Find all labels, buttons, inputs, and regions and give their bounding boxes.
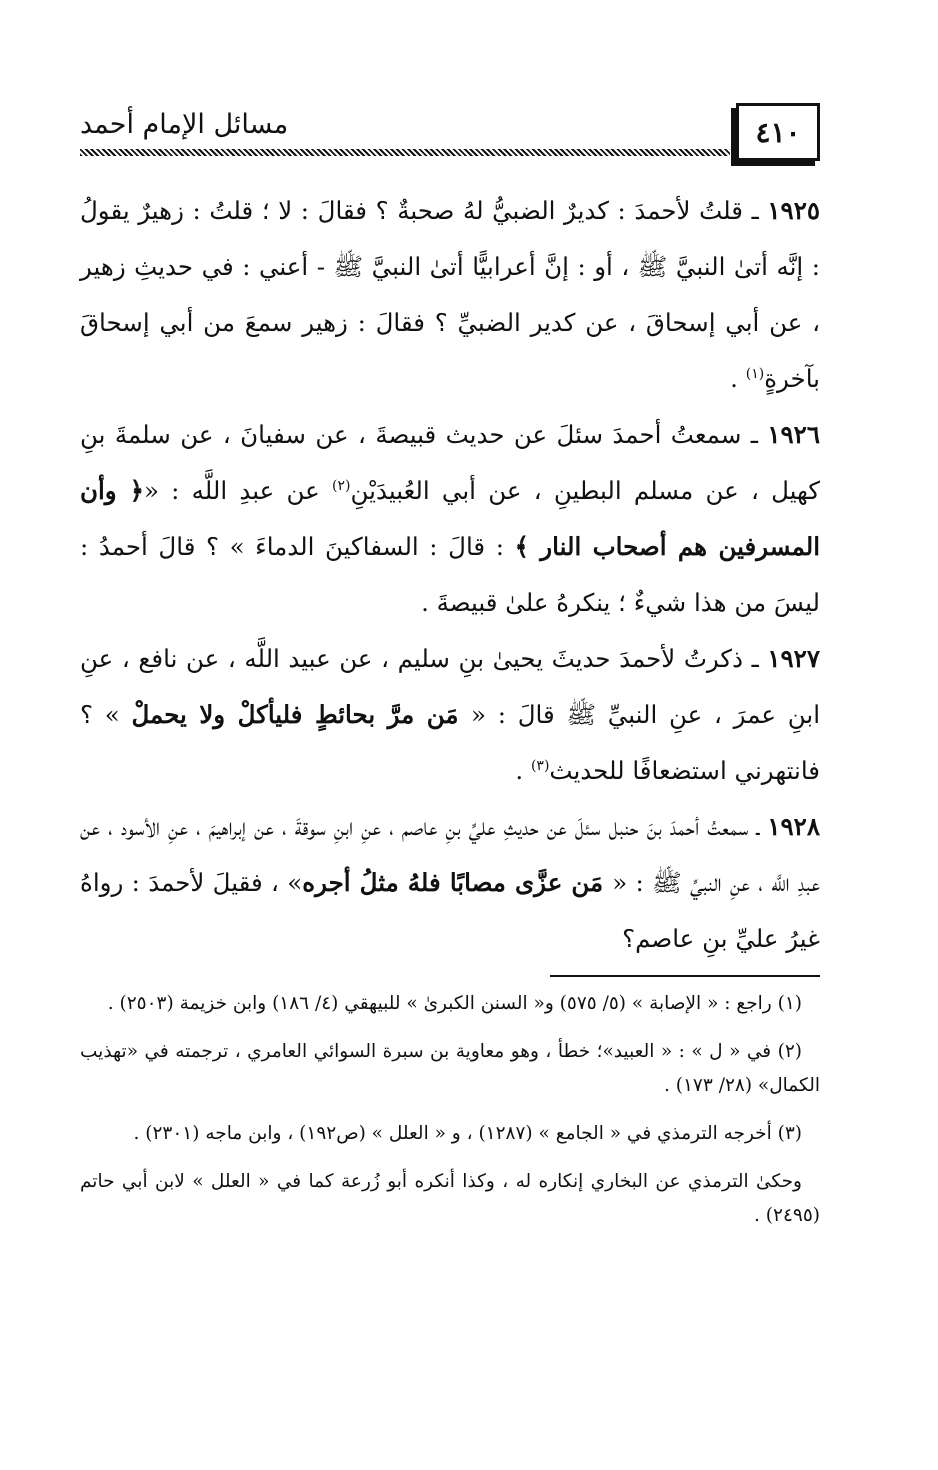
footnote-separator	[550, 975, 820, 977]
footnotes	[80, 987, 820, 1233]
page-header	[80, 95, 820, 163]
paragraph-1926	[80, 407, 820, 631]
paragraph-text: ـ سمعتُ أحمدَ سئلَ عن حديث قبيصةَ ، عن سفيانَ ، عن سلمةَ بنِ كهيل ، عن مسلم البطينِ ، عن أبي العُبيدَيْنِ	[80, 420, 821, 505]
footnote-ref: (١)	[745, 365, 765, 382]
header-rule	[80, 149, 730, 156]
book-page	[80, 95, 820, 1247]
hadith-quote: مَن مرَّ بحائطٍ فليأكلْ ولا يحملْ	[131, 700, 472, 729]
running-title: مسائل الإمام أحمد	[80, 109, 289, 140]
quran-quote: ﴿ وأن المسرفين هم أصحاب النار ﴾	[80, 476, 821, 561]
footnote-3: (٣) أخرجه الترمذي في « الجامع » (١٢٨٧) ، و « العلل » (ص١٩٢) ، وابن ماجه (٢٣٠١) .	[133, 1123, 802, 1144]
paragraph-1927	[80, 631, 820, 799]
paragraph-end: .	[515, 756, 531, 785]
footnote-3-continuation: وحكىٰ الترمذي عن البخاري إنكاره له ، وكذا أنكره أبو زُرعة كما في « العلل » لابن أبي حاتم (٢٤٩٥) .	[80, 1171, 820, 1226]
issue-number: ١٩٢٦	[767, 420, 820, 449]
paragraph-text: : قالَ : السفاكينَ الدماءَ » ؟ قالَ أحمدُ : ليسَ من هذا شيءٌ ؛ ينكرهُ علىٰ قبيصةَ .	[80, 532, 820, 617]
paragraph-text: ـ سمعتُ أحمدَ بنَ حنبل سئلَ عن حديثِ عليِّ بنِ عاصم ، عنِ ابنِ سوقةَ ، عن إبراهيمَ ، عنِ الأسود ، عن عبدِ اللَّه ، عنِ النبيِّ ﷺ : «	[80, 812, 820, 897]
main-text	[80, 183, 820, 967]
issue-number: ١٩٢٥	[767, 196, 821, 225]
issue-number: ١٩٢٨	[767, 812, 820, 841]
paragraph-1925	[80, 183, 820, 407]
paragraph-1928	[80, 799, 820, 967]
hadith-quote: مَن عزَّى مصابًا فلهُ مثلُ أجره	[302, 868, 613, 897]
paragraph-text: » ؟ فانتهرني استضعافًا للحديث	[80, 700, 820, 785]
page-number-box	[736, 103, 820, 161]
footnote-ref: (٣)	[530, 757, 550, 774]
paragraph-text: ـ قلتُ لأحمدَ : كديرٌ الضبيُّ لهُ صحبةٌ ؟ فقالَ : لا ؛ قلتُ : زهيرٌ يقولُ : إنَّه أتىٰ النبيَّ ﷺ ، أو : إنَّ أعرابيًّا أتىٰ النبيَّ ﷺ - أعني : في حديثِ زهير ، عن أبي إسحاقَ ، عن كدير الضبيِّ ؟ فقالَ : زهير سمعَ من أبي إسحاقَ بآخرةٍ	[80, 196, 821, 393]
paragraph-text: » ، فقيلَ لأحمدَ : رواهُ غيرُ عليِّ بنِ عاصم؟	[80, 868, 820, 953]
issue-number: ١٩٢٧	[767, 644, 820, 673]
footnote-ref: (٢)	[332, 477, 351, 494]
paragraph-text: ـ ذكرتُ لأحمدَ حديثَ يحيىٰ بنِ سليم ، عن عبيد اللَّه ، عن نافع ، عنِ ابنِ عمرَ ، عنِ النبيِّ ﷺ قالَ : «	[80, 644, 820, 729]
footnote-1: (١) راجع : « الإصابة » (٥/ ٥٧٥) و« السنن الكبرىٰ » للبيهقي (٤/ ١٨٦) وابن خزيمة (٢٥٠٣) .	[107, 993, 802, 1014]
paragraph-end: .	[730, 364, 746, 393]
page-number: ٤١٠	[755, 115, 801, 149]
footnote-2: (٢) في « ل » : « العبيد»؛ خطأ ، وهو معاوية بن سبرة السوائي العامري ، ترجمته في «تهذيب الكمال» (٢٨/ ١٧٣) .	[80, 1041, 820, 1096]
paragraph-text: عن عبدِ اللَّه : «	[143, 476, 333, 505]
